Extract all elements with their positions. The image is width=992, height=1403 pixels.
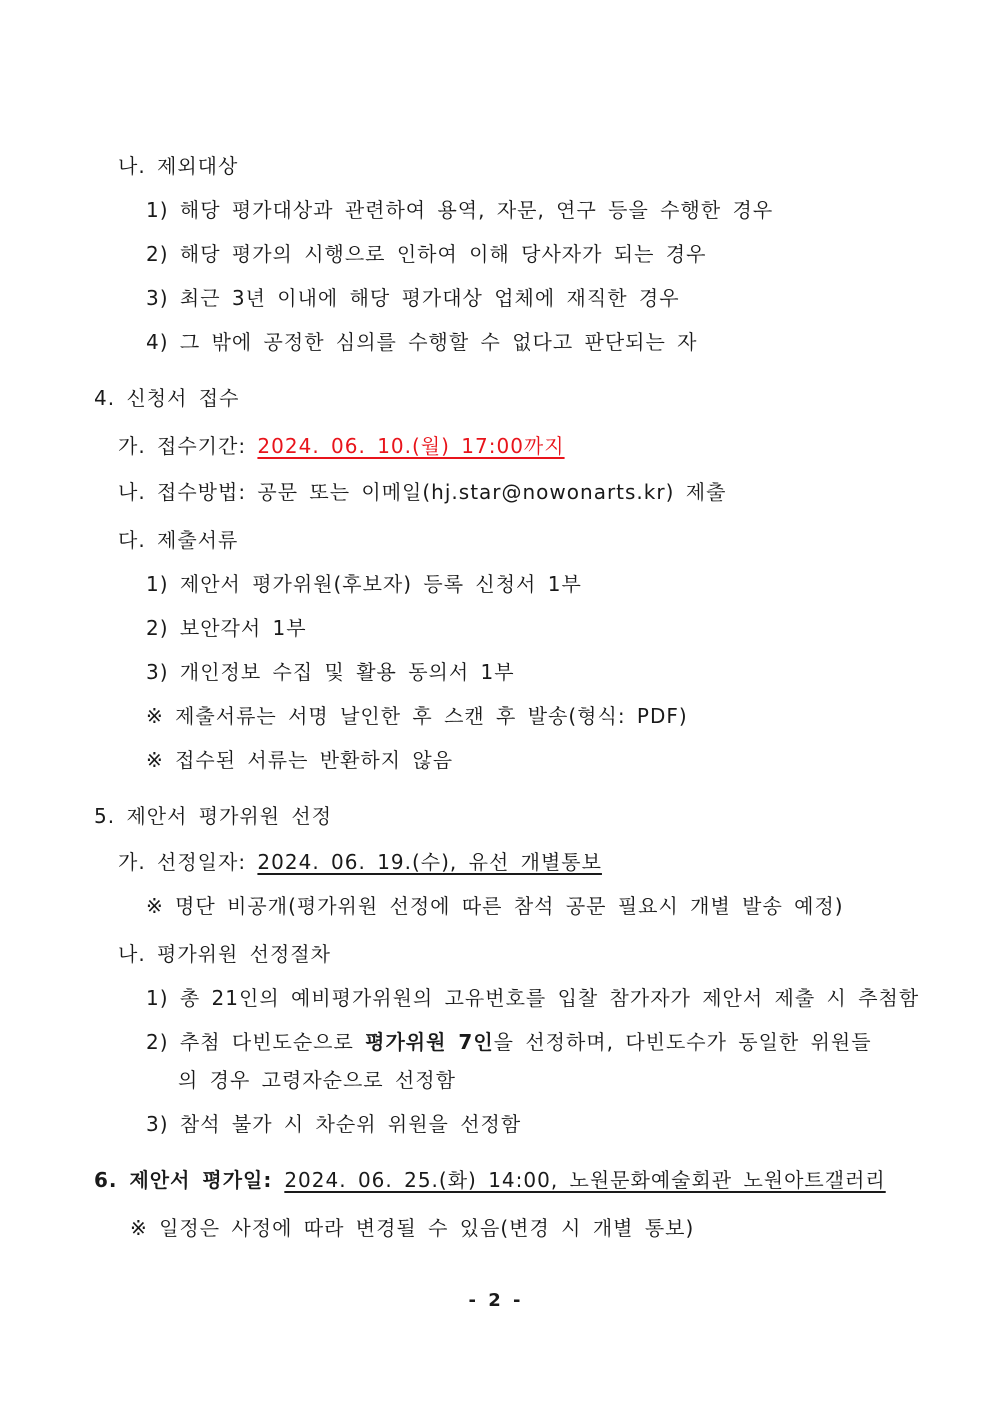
page-number: - 2 - xyxy=(468,1290,524,1311)
exclusion-item-2: 2) 해당 평가의 시행으로 인하여 이해 당사자가 되는 경우 xyxy=(146,242,707,266)
evaluation-date xyxy=(94,1164,886,1193)
selection-procedure-heading: 나. 평가위원 선정절차 xyxy=(118,942,331,966)
procedure-step-3: 3) 참석 불가 시 차순위 위원을 선정함 xyxy=(146,1112,522,1136)
evaluation-date-value: 2024. 06. 25.(화) 14:00, 노원문화예술회관 노원아트갤러리 xyxy=(284,1168,886,1192)
documents-note-2: ※ 접수된 서류는 반환하지 않음 xyxy=(146,748,454,772)
selection-date-value: 2024. 06. 19.(수), 유선 개별통보 xyxy=(257,850,602,874)
document-item-2: 2) 보안각서 1부 xyxy=(146,616,307,640)
section-5-heading: 5. 제안서 평가위원 선정 xyxy=(94,804,333,828)
exclusion-item-1: 1) 해당 평가대상과 관련하여 용역, 자문, 연구 등을 수행한 경우 xyxy=(146,198,774,222)
application-period xyxy=(118,430,565,459)
procedure-step-1: 1) 총 21인의 예비평가위원의 고유번호를 입찰 참가자가 제안서 제출 시 추첨함 xyxy=(146,986,920,1010)
selection-date-label: 가. 선정일자: xyxy=(118,850,258,874)
application-method-label: 나. 접수방법: xyxy=(118,480,258,504)
evaluation-date-note: ※ 일정은 사정에 따라 변경될 수 있음(변경 시 개별 통보) xyxy=(130,1216,695,1240)
document-item-3: 3) 개인정보 수집 및 활용 동의서 1부 xyxy=(146,660,515,684)
exclusion-heading: 나. 제외대상 xyxy=(118,154,239,178)
procedure-step-2-post: 을 선정하며, 다빈도수가 동일한 위원들 xyxy=(493,1030,872,1054)
application-period-label: 가. 접수기간: xyxy=(118,434,258,458)
section-4-heading: 4. 신청서 접수 xyxy=(94,386,240,410)
application-method-value: 공문 또는 이메일(hj.star@nowonarts.kr) 제출 xyxy=(257,480,727,504)
exclusion-item-4: 4) 그 밖에 공정한 심의를 수행할 수 없다고 판단되는 자 xyxy=(146,330,698,354)
application-method xyxy=(118,476,726,505)
procedure-step-2-pre: 2) 추첨 다빈도순으로 xyxy=(146,1030,366,1054)
documents-note-1: ※ 제출서류는 서명 날인한 후 스캔 후 발송(형식: PDF) xyxy=(146,704,688,728)
document-item-1: 1) 제안서 평가위원(후보자) 등록 신청서 1부 xyxy=(146,572,582,596)
selection-date-note: ※ 명단 비공개(평가위원 선정에 따른 참석 공문 필요시 개별 발송 예정) xyxy=(146,894,844,918)
procedure-step-2 xyxy=(146,1026,872,1055)
application-period-value: 2024. 06. 10.(월) 17:00까지 xyxy=(257,434,565,458)
selection-date xyxy=(118,846,602,875)
documents-heading: 다. 제출서류 xyxy=(118,528,239,552)
evaluation-date-label: 6. 제안서 평가일: xyxy=(94,1168,285,1192)
procedure-step-2-bold: 평가위원 7인 xyxy=(365,1030,494,1054)
procedure-step-2-cont: 의 경우 고령자순으로 선정함 xyxy=(178,1068,456,1092)
exclusion-item-3: 3) 최근 3년 이내에 해당 평가대상 업체에 재직한 경우 xyxy=(146,286,680,310)
